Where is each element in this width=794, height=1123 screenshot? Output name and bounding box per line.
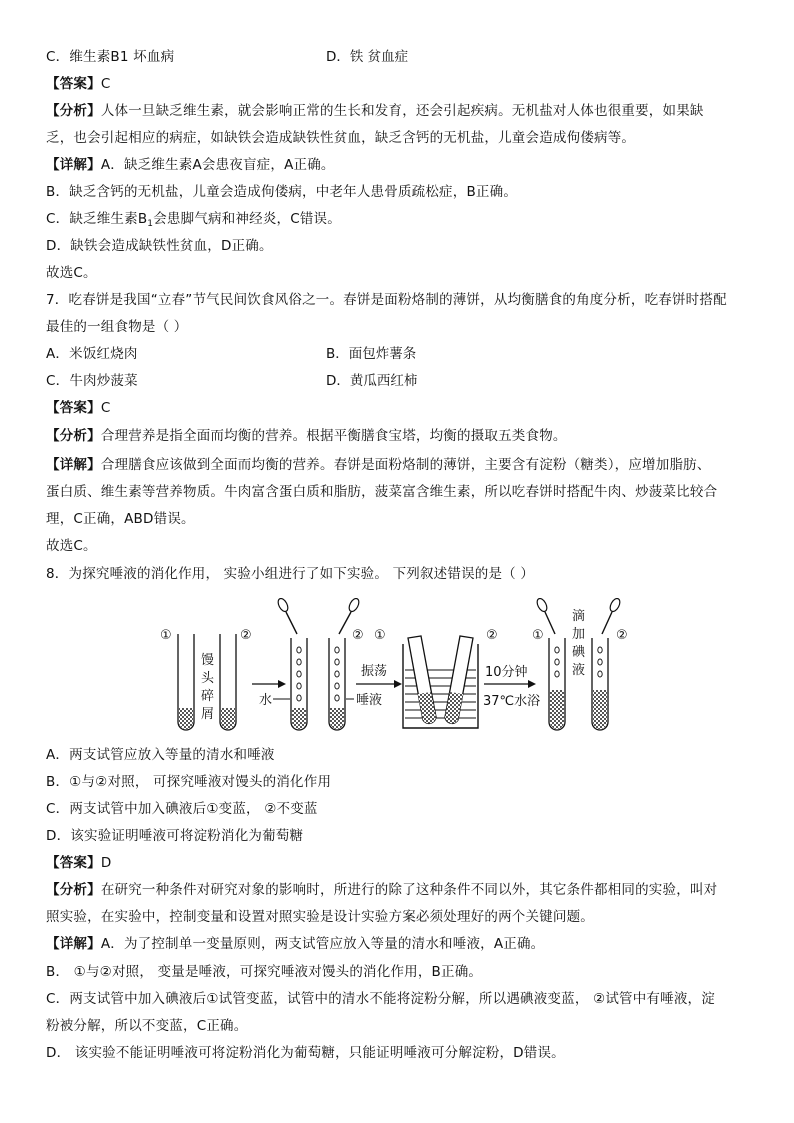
q8-option-c: C．两支试管中加入碘液后①变蓝， ②不变蓝: [46, 801, 318, 817]
tube-2-label-stage4: ②: [616, 628, 628, 643]
q6-detail-b: B．缺乏含钙的无机盐，儿童会造成佝偻病，中老年人患骨质疏松症，B正确。: [46, 184, 518, 200]
detail-tag: 【详解】: [46, 936, 101, 952]
arrow-add-liquid: [252, 680, 286, 688]
svg-text:头: 头: [201, 671, 215, 686]
shake-label: 振荡: [361, 664, 388, 679]
q7-detail-line-1: [46, 455, 750, 475]
tube-2-label: ②: [240, 628, 252, 643]
q7-option-c: C．牛肉炒菠菜: [46, 373, 138, 389]
svg-text:屑: 屑: [201, 707, 215, 722]
q6-option-d: D．铁 贫血症: [326, 49, 409, 65]
answer-value: C: [100, 400, 111, 416]
q6-detail-c: [46, 209, 750, 234]
mantou-crumbs-label: [201, 652, 215, 722]
saliva-label: 唾液: [356, 693, 383, 708]
q8-analysis-line-2: 照实验，在实验中，控制变量和设置对照实验是设计实验方案必须处理好的两个关键问题。: [46, 909, 594, 925]
tube-2-label-stage3: ②: [486, 628, 498, 643]
detail-tag: 【详解】: [46, 457, 101, 473]
detail-text: A．为了控制单一变量原则，两支试管应放入等量的清水和唾液，A正确。: [100, 936, 545, 952]
q8-option-a: A．两支试管应放入等量的清水和唾液: [46, 747, 275, 763]
q7-choose: 故选C。: [46, 538, 97, 554]
answer-tag: 【答案】: [46, 400, 101, 416]
q6-analysis-line-1: [46, 101, 750, 121]
q7-detail-line-2: 蛋白质、维生素等营养物质。牛肉富含蛋白质和脂肪，菠菜富含维生素，所以吃春饼时搭配牛肉、炒菠菜比较合: [46, 484, 718, 500]
arrow-shake: [356, 663, 402, 688]
tube-1-crumbs: [179, 708, 193, 729]
svg-text:滴: 滴: [572, 609, 586, 624]
q7-stem-line-1: 7．吃春饼是我国“立春”节气民间饮食风俗之一。春饼是面粉烙制的薄饼，从均衡膳食的角度分析，吃春饼时搭配: [46, 292, 727, 308]
dropper-1: [276, 598, 297, 634]
answer-value: D: [100, 855, 112, 871]
q8-option-b: B．①与②对照， 可探究唾液对馒头的消化作用: [46, 774, 332, 790]
experiment-figure: [156, 598, 634, 738]
q8-detail-d: D． 该实验不能证明唾液可将淀粉消化为葡萄糖，只能证明唾液可分解淀粉，D错误。: [46, 1045, 565, 1061]
q7-option-b: B．面包炸薯条: [326, 346, 417, 362]
q7-option-d: D．黄瓜西红柿: [326, 373, 418, 389]
q8-detail-b: B． ①与②对照， 变量是唾液，可探究唾液对馒头的消化作用，B正确。: [46, 964, 483, 980]
detail-tag: 【详解】: [46, 157, 101, 173]
analysis-text: 合理营养是指全面而均衡的营养。根据平衡膳食宝塔，均衡的摄取五类食物。: [100, 428, 567, 444]
q7-stem-line-2: 最佳的一组食物是（ ）: [46, 319, 188, 335]
detail-text: A．缺乏维生素A会患夜盲症，A正确。: [100, 157, 335, 173]
q8-detail-a: [46, 934, 750, 954]
q8-detail-c-line-1: C．两支试管中加入碘液后①试管变蓝，试管中的清水不能将淀粉分解，所以遇碘液变蓝， ②试管中有唾液，淀: [46, 991, 715, 1007]
stage-water-bath: [374, 628, 498, 728]
answer-value: C: [100, 76, 111, 92]
detail-text: 合理膳食应该做到全面而均衡的营养。春饼是面粉烙制的薄饼，主要含有淀粉（糖类），应增加脂肪、: [100, 457, 711, 473]
q8-option-d: D．该实验证明唾液可将淀粉消化为葡萄糖: [46, 828, 304, 844]
analysis-text: 在研究一种条件对研究对象的影响时，所进行的除了这种条件不同以外，其它条件都相同的实验，叫对: [100, 882, 718, 898]
bath-temp-label: 37℃水浴: [483, 694, 541, 709]
tube-2-label-stage2: ②: [352, 628, 364, 643]
answer-tag: 【答案】: [46, 76, 101, 92]
arrow-incubate: [483, 665, 540, 709]
svg-text:液: 液: [572, 663, 586, 678]
detail-c-subscript: 1: [147, 219, 154, 229]
q7-option-a: A．米饭红烧肉: [46, 346, 138, 362]
analysis-tag: 【分析】: [46, 882, 101, 898]
svg-text:碘: 碘: [572, 645, 586, 660]
q8-stem: 8．为探究唾液的消化作用， 实验小组进行了如下实验。 下列叙述错误的是（ ）: [46, 566, 535, 582]
tube-2-crumbs: [221, 708, 235, 729]
iodine-label: [572, 609, 586, 678]
q6-detail-d: D．缺铁会造成缺铁性贫血，D正确。: [46, 238, 273, 254]
q8-detail-c-line-2: 粉被分解，所以不变蓝，C正确。: [46, 1018, 248, 1034]
analysis-tag: 【分析】: [46, 103, 101, 119]
analysis-text: 人体一旦缺乏维生素，就会影响正常的生长和发育，还会引起疾病。无机盐对人体也很重要，如果缺: [100, 103, 704, 119]
tube-1-label-stage4: ①: [532, 628, 544, 643]
water-label: 水: [259, 693, 273, 708]
svg-text:加: 加: [572, 627, 586, 642]
q7-analysis: [46, 426, 750, 446]
q6-detail-a: [46, 155, 750, 175]
time-label: 10分钟: [485, 665, 528, 680]
q6-option-c: C．维生素B1 坏血病: [46, 49, 175, 65]
q8-analysis-line-1: [46, 880, 750, 900]
stage-initial-tubes: [160, 628, 252, 730]
q8-answer: [46, 853, 750, 873]
q7-detail-line-3: 理，C正确，ABD错误。: [46, 511, 195, 527]
stage-iodine: [532, 598, 628, 730]
svg-text:碎: 碎: [201, 689, 215, 704]
svg-text:馒: 馒: [201, 653, 215, 668]
detail-c-prefix: C．缺乏维生素B: [46, 211, 148, 227]
q7-answer: [46, 398, 750, 418]
detail-c-suffix: 会患脚气病和神经炎，C错误。: [153, 211, 341, 227]
analysis-tag: 【分析】: [46, 428, 101, 444]
q6-answer: [46, 74, 750, 94]
tube-1-label: ①: [160, 628, 172, 643]
q6-analysis-line-2: 乏，也会引起相应的病症，如缺铁会造成缺铁性贫血，缺乏含钙的无机盐，儿童会造成佝偻病等。: [46, 130, 636, 146]
q6-choose: 故选C。: [46, 265, 97, 281]
answer-tag: 【答案】: [46, 855, 101, 871]
tube-1-label-stage3: ①: [374, 628, 386, 643]
